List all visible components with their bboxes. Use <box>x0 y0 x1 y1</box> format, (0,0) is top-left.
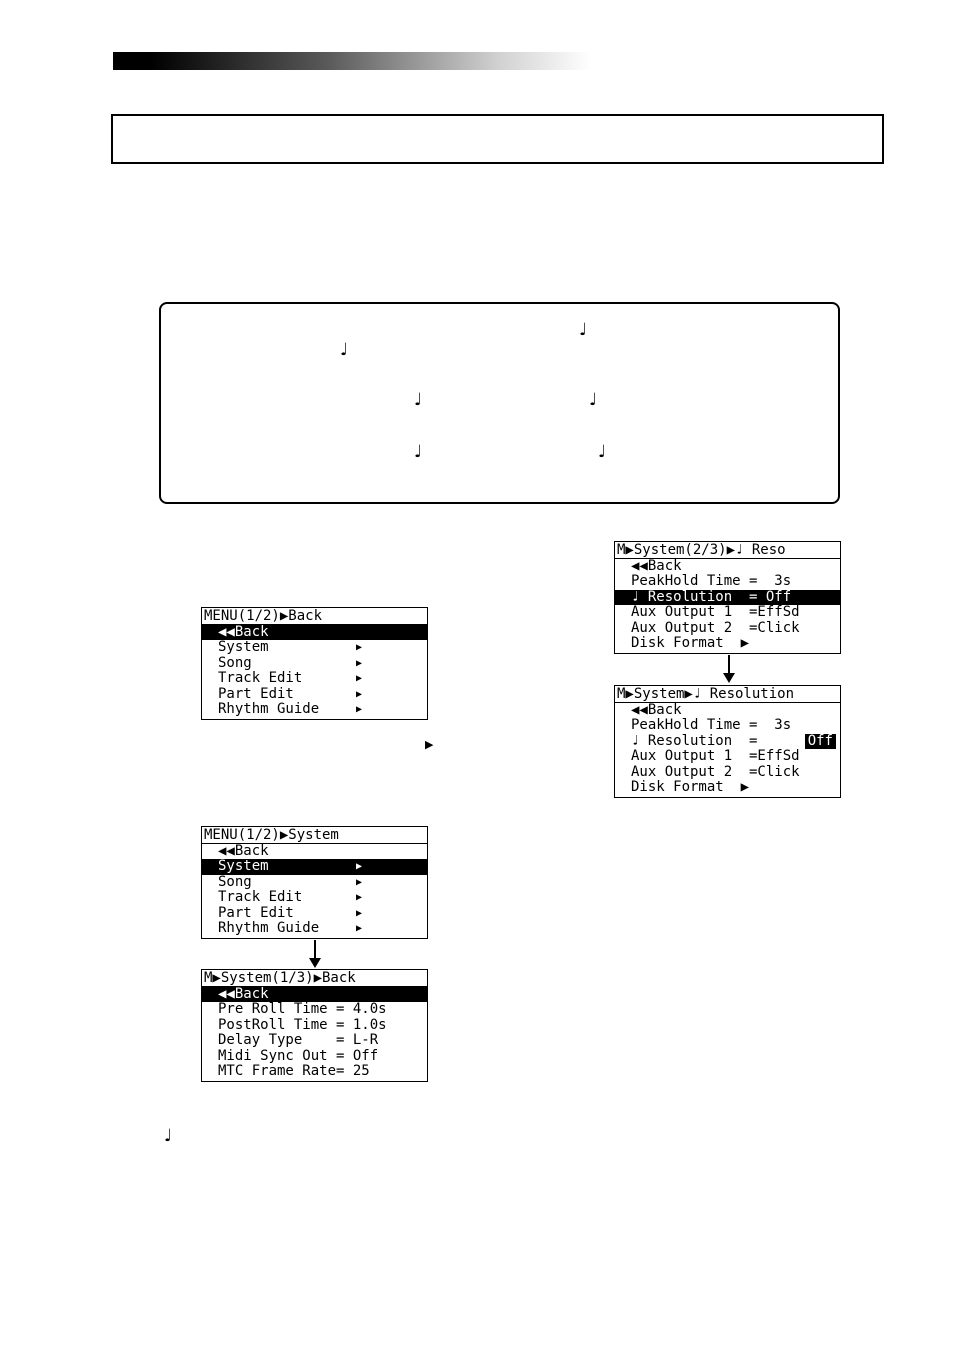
setting-peakhold-time[interactable]: PeakHold Time = 3s <box>631 717 792 734</box>
menu-item-track-edit[interactable]: Track Edit ▶ <box>218 889 363 906</box>
menu-item-song[interactable]: Song ▶ <box>218 654 363 671</box>
section-title-box <box>111 114 884 164</box>
quarter-note-icon: ♩ <box>164 1126 173 1146</box>
setting-resolution[interactable]: ⇕ ♩ Resolution = Off <box>615 590 840 605</box>
right-triangle-icon: ▶ <box>356 657 363 669</box>
menu-item-back[interactable]: ◀◀Back <box>631 702 682 718</box>
setting-aux-output-2[interactable]: Aux Output 2 =Click <box>631 763 800 780</box>
quarter-note-icon: ♩ <box>589 390 598 410</box>
menu-item-back[interactable]: ◀◀Back <box>631 558 682 574</box>
lcd-system-page-1 <box>201 969 428 1082</box>
menu-item-song[interactable]: Song ▶ <box>218 873 363 890</box>
right-triangle-icon: ▶ <box>425 738 434 751</box>
right-triangle-icon: ▶ <box>356 907 363 919</box>
setting-peakhold-time[interactable]: PeakHold Time = 3s <box>631 573 792 590</box>
note-box <box>159 302 840 504</box>
quarter-note-icon: ♩ <box>340 340 349 360</box>
flow-arrow-down <box>314 940 316 966</box>
scroll-updown-icon: ⇕ <box>617 591 624 603</box>
setting-aux-output-1[interactable]: Aux Output 1 =EffSd <box>631 604 800 621</box>
lcd-title: M▶System(2/3)▶♩ Reso <box>615 542 840 559</box>
setting-pre-roll-time[interactable]: Pre Roll Time = 4.0s <box>218 1001 387 1018</box>
setting-post-roll-time[interactable]: PostRoll Time = 1.0s <box>218 1016 387 1033</box>
menu-item-back[interactable]: ◀◀Back <box>218 843 269 859</box>
flow-arrow-down <box>728 655 730 681</box>
lcd-title: M▶System▶♩ Resolution <box>615 686 840 703</box>
scroll-down-icon: ▼ <box>204 989 211 1000</box>
setting-aux-output-1[interactable]: Aux Output 1 =EffSd <box>631 748 800 765</box>
menu-item-part-edit[interactable]: Part Edit ▶ <box>218 685 363 702</box>
menu-item-part-edit[interactable]: Part Edit ▶ <box>218 904 363 921</box>
lcd-system-resolution <box>614 685 841 798</box>
quarter-note-icon: ♩ <box>598 442 607 462</box>
right-triangle-icon: ▶ <box>356 876 363 888</box>
scroll-updown-icon: ⇕ <box>204 861 211 873</box>
setting-delay-type[interactable]: Delay Type = L-R <box>218 1032 379 1049</box>
setting-disk-format[interactable]: Disk Format ▶ <box>631 778 750 795</box>
resolution-value[interactable]: Off <box>805 734 836 749</box>
setting-resolution[interactable]: ♩ Resolution = Off <box>615 734 840 749</box>
right-triangle-icon: ▶ <box>356 861 363 873</box>
menu-item-track-edit[interactable]: Track Edit ▶ <box>218 670 363 687</box>
menu-item-rhythm-guide[interactable]: Rhythm Guide ▶ <box>218 919 363 936</box>
right-triangle-icon: ▶ <box>356 688 363 700</box>
right-triangle-icon: ▶ <box>356 642 363 654</box>
lcd-title: MENU(1/2)▶System <box>202 827 427 844</box>
lcd-system-page-2 <box>614 541 841 654</box>
setting-mtc-frame-rate[interactable]: MTC Frame Rate= 25 <box>218 1062 370 1079</box>
chapter-header-bar <box>113 52 591 70</box>
right-triangle-icon: ▶ <box>356 703 363 715</box>
right-triangle-icon: ▶ <box>356 922 363 934</box>
right-triangle-icon: ▶ <box>356 892 363 904</box>
right-triangle-icon: ▶ <box>356 673 363 685</box>
lcd-title: MENU(1/2)▶Back <box>202 608 427 625</box>
menu-item-system[interactable]: ⇕ System ▶ <box>202 859 427 874</box>
menu-item-back[interactable]: ▼ ◀◀Back <box>202 625 427 640</box>
menu-item-rhythm-guide[interactable]: Rhythm Guide ▶ <box>218 700 363 717</box>
lcd-title: M▶System(1/3)▶Back <box>202 970 427 987</box>
menu-item-system[interactable]: System ▶ <box>218 639 363 656</box>
quarter-note-icon: ♩ <box>414 390 423 410</box>
lcd-menu-system <box>201 826 428 939</box>
setting-midi-sync-out[interactable]: Midi Sync Out = Off <box>218 1047 379 1064</box>
setting-disk-format[interactable]: Disk Format ▶ <box>631 634 750 651</box>
scroll-down-icon: ▼ <box>204 627 211 638</box>
quarter-note-icon: ♩ <box>414 442 423 462</box>
setting-aux-output-2[interactable]: Aux Output 2 =Click <box>631 619 800 636</box>
menu-item-back[interactable]: ▼ ◀◀Back <box>202 987 427 1002</box>
quarter-note-icon: ♩ <box>579 320 588 340</box>
lcd-menu-back <box>201 607 428 720</box>
